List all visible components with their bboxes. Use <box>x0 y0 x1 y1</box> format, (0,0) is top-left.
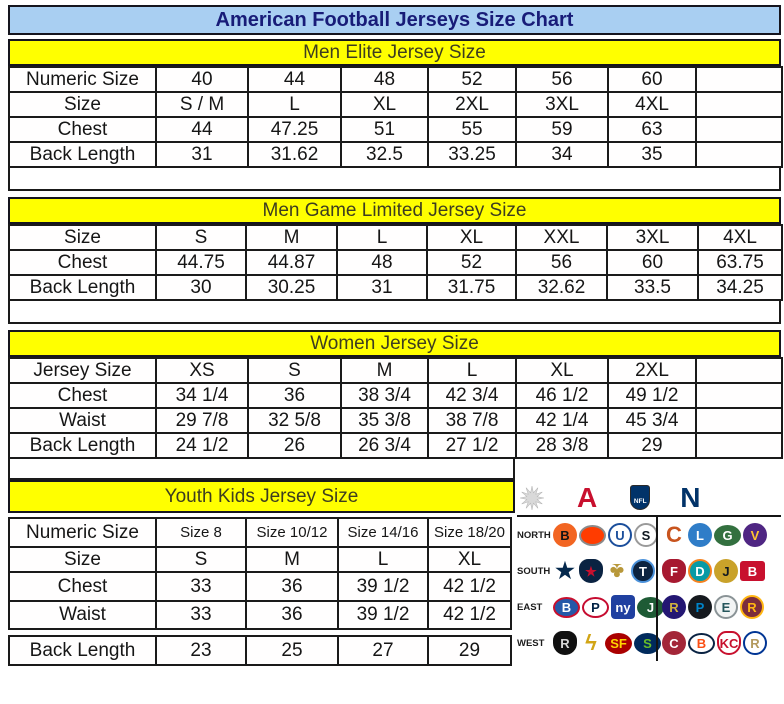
table-cell: 36 <box>246 601 338 629</box>
table-cell: 34 1/4 <box>156 383 248 408</box>
dolphins-logo: D <box>688 559 712 583</box>
table-cell: 30 <box>156 275 246 300</box>
titans-logo: T <box>631 559 655 583</box>
table-cell: 27 1/2 <box>428 433 516 458</box>
table-cell: XS <box>156 358 248 383</box>
size-table-women <box>8 357 783 459</box>
section-header-men-game-limited: Men Game Limited Jersey Size <box>8 197 781 224</box>
conference-header-row <box>517 480 781 517</box>
table-cell: 4XL <box>608 92 696 117</box>
raiders-logo: R <box>553 631 577 655</box>
afc-team-group <box>553 595 656 619</box>
table-row <box>9 518 511 547</box>
table-cell: 25 <box>246 636 338 665</box>
table-row <box>9 92 782 117</box>
table-cell: 31.62 <box>248 142 341 167</box>
table-row <box>9 433 782 458</box>
table-cell: 4XL <box>698 225 782 250</box>
table-row <box>9 250 782 275</box>
vikings-logo: V <box>743 523 767 547</box>
table-cell: L <box>337 225 427 250</box>
table-cell: 33.25 <box>428 142 516 167</box>
division-row-north <box>517 517 781 553</box>
afc-logo: A <box>577 481 597 513</box>
division-row-east <box>517 589 781 625</box>
redskins-logo: R <box>740 595 764 619</box>
table-cell: 63 <box>608 117 696 142</box>
row-label: Back Length <box>9 142 156 167</box>
division-label: NORTH <box>517 529 551 541</box>
gap-spacer <box>8 168 781 191</box>
table-cell: 51 <box>341 117 428 142</box>
jaguars-logo: J <box>714 559 738 583</box>
table-cell: L <box>338 547 428 572</box>
afc-team-group <box>553 523 656 547</box>
texans-logo: ★ <box>579 559 603 583</box>
size-chart-page <box>8 5 781 666</box>
table-cell: Size 18/20 <box>428 518 511 547</box>
bills-logo: B <box>553 597 580 618</box>
table-row <box>9 636 511 665</box>
table-cell: 33 <box>156 572 246 601</box>
packers-logo: G <box>714 525 741 546</box>
starburst-icon <box>519 485 545 511</box>
section-header-youth-kids: Youth Kids Jersey Size <box>8 480 515 513</box>
size-table-youth-kids <box>8 517 512 630</box>
table-cell: XL <box>516 358 608 383</box>
table-cell: 44.87 <box>246 250 337 275</box>
table-cell: 2XL <box>608 358 696 383</box>
table-row <box>9 275 782 300</box>
table-cell: 31.75 <box>427 275 516 300</box>
table-cell: 35 3/8 <box>341 408 428 433</box>
table-cell: M <box>246 225 337 250</box>
table-cell: L <box>248 92 341 117</box>
row-label: Size <box>9 547 156 572</box>
table-cell: 32 5/8 <box>248 408 341 433</box>
table-cell: XL <box>427 225 516 250</box>
giants-logo: ny <box>611 595 635 619</box>
nfc-team-group <box>656 589 779 625</box>
page-title: American Football Jerseys Size Chart <box>8 5 781 35</box>
table-row <box>9 142 782 167</box>
lions-logo: L <box>688 523 712 547</box>
table-cell: XL <box>428 547 511 572</box>
patriots-logo: P <box>582 597 609 618</box>
table-cell: 26 3/4 <box>341 433 428 458</box>
table-row <box>9 383 782 408</box>
table-cell: 38 3/4 <box>341 383 428 408</box>
table-cell <box>696 433 782 458</box>
row-label: Numeric Size <box>9 518 156 547</box>
table-cell: 48 <box>337 250 427 275</box>
gap-spacer <box>8 301 781 324</box>
row-label: Jersey Size <box>9 358 156 383</box>
table-cell: M <box>246 547 338 572</box>
nfl-logo-panel <box>517 480 781 661</box>
table-row <box>9 547 511 572</box>
afc-team-group <box>553 631 656 655</box>
nfc-team-group <box>656 553 779 589</box>
size-table-men-elite <box>8 66 783 168</box>
falcons-logo: F <box>662 559 686 583</box>
row-label: Numeric Size <box>9 67 156 92</box>
table-cell <box>696 92 782 117</box>
table-cell: 42 1/2 <box>428 572 511 601</box>
jets-logo: J <box>637 597 664 618</box>
table-cell: Size 8 <box>156 518 246 547</box>
table-cell: 32.62 <box>516 275 607 300</box>
table-cell: 29 <box>608 433 696 458</box>
table-row <box>9 117 782 142</box>
table-cell: 34.25 <box>698 275 782 300</box>
size-table-youth-kids <box>8 635 512 666</box>
cardinals-logo: C <box>662 631 686 655</box>
table-cell: 28 3/8 <box>516 433 608 458</box>
table-cell: 3XL <box>607 225 698 250</box>
table-cell: 35 <box>608 142 696 167</box>
table-cell: S <box>156 225 246 250</box>
table-cell: 59 <box>516 117 608 142</box>
row-label: Chest <box>9 117 156 142</box>
table-cell: 36 <box>248 383 341 408</box>
table-cell: 39 1/2 <box>338 601 428 629</box>
row-label: Chest <box>9 383 156 408</box>
table-cell: 33 <box>156 601 246 629</box>
row-label: Back Length <box>9 636 156 665</box>
table-cell: 36 <box>246 572 338 601</box>
table-row <box>9 358 782 383</box>
division-row-west <box>517 625 781 661</box>
nfc-logo: N <box>680 481 700 513</box>
nfc-team-group <box>656 517 779 553</box>
nfl-shield-logo: NFL <box>630 485 650 510</box>
table-cell: 39 1/2 <box>338 572 428 601</box>
table-cell <box>696 142 782 167</box>
row-label: Back Length <box>9 433 156 458</box>
table-cell: 45 3/4 <box>608 408 696 433</box>
division-label: EAST <box>517 601 543 613</box>
table-cell: 42 1/4 <box>516 408 608 433</box>
table-cell: 44 <box>248 67 341 92</box>
table-cell: 44.75 <box>156 250 246 275</box>
row-label: Waist <box>9 408 156 433</box>
table-cell: 60 <box>608 67 696 92</box>
table-cell: L <box>428 358 516 383</box>
division-row-south <box>517 553 781 589</box>
youth-section <box>8 480 781 666</box>
table-cell: 60 <box>607 250 698 275</box>
table-cell: XL <box>341 92 428 117</box>
table-row <box>9 601 511 629</box>
table-cell: 29 <box>428 636 511 665</box>
division-label: WEST <box>517 637 545 649</box>
panthers-logo: P <box>688 595 712 619</box>
steelers-logo: S <box>634 523 658 547</box>
row-label: Size <box>9 92 156 117</box>
table-cell: 44 <box>156 117 248 142</box>
table-row <box>9 67 782 92</box>
size-table-men-game-limited <box>8 224 783 301</box>
table-cell <box>696 117 782 142</box>
table-row <box>9 225 782 250</box>
table-cell: 56 <box>516 67 608 92</box>
table-cell: 47.25 <box>248 117 341 142</box>
table-cell: 55 <box>428 117 516 142</box>
rams-logo: R <box>743 631 767 655</box>
table-cell: 26 <box>248 433 341 458</box>
table-cell: 32.5 <box>341 142 428 167</box>
table-cell: S <box>156 547 246 572</box>
table-cell: 31 <box>337 275 427 300</box>
broncos-logo: B <box>688 633 715 654</box>
table-cell <box>696 408 782 433</box>
table-cell: 46 1/2 <box>516 383 608 408</box>
table-cell: S <box>248 358 341 383</box>
section-header-men-elite: Men Elite Jersey Size <box>8 39 781 66</box>
table-cell: 63.75 <box>698 250 782 275</box>
table-cell: 3XL <box>516 92 608 117</box>
table-cell: 49 1/2 <box>608 383 696 408</box>
colts-logo: U <box>608 523 632 547</box>
chargers-logo: ϟ <box>585 630 597 655</box>
table-cell: M <box>341 358 428 383</box>
table-cell: 56 <box>516 250 607 275</box>
eagles-logo: E <box>714 595 738 619</box>
saints-logo: ♣ <box>609 559 625 584</box>
table-cell: 48 <box>341 67 428 92</box>
table-cell: 40 <box>156 67 248 92</box>
table-cell: 31 <box>156 142 248 167</box>
table-cell: 33.5 <box>607 275 698 300</box>
division-label: SOUTH <box>517 565 551 577</box>
buccaneers-logo: B <box>740 561 765 581</box>
gap-spacer <box>8 459 515 480</box>
table-cell: 52 <box>428 67 516 92</box>
bengals-logo: B <box>553 523 577 547</box>
table-cell: 24 1/2 <box>156 433 248 458</box>
cowboys-logo: ★ <box>555 558 575 583</box>
chart-content <box>8 39 781 666</box>
row-label: Back Length <box>9 275 156 300</box>
table-cell: S / M <box>156 92 248 117</box>
table-cell <box>696 383 782 408</box>
chiefs-logo: KC <box>717 631 741 655</box>
nfc-team-group <box>656 625 779 661</box>
49ers-logo: SF <box>605 633 632 654</box>
table-cell: 34 <box>516 142 608 167</box>
table-cell: XXL <box>516 225 607 250</box>
table-cell: 42 3/4 <box>428 383 516 408</box>
table-cell <box>696 67 782 92</box>
ravens-logo: R <box>662 595 686 619</box>
afc-team-group <box>553 559 656 583</box>
table-cell: 2XL <box>428 92 516 117</box>
row-label: Chest <box>9 250 156 275</box>
bears-logo: C <box>666 522 682 547</box>
table-cell: 27 <box>338 636 428 665</box>
table-cell: Size 14/16 <box>338 518 428 547</box>
row-label: Chest <box>9 572 156 601</box>
table-cell: 29 7/8 <box>156 408 248 433</box>
table-cell: 42 1/2 <box>428 601 511 629</box>
section-header-women: Women Jersey Size <box>8 330 781 357</box>
table-cell: 30.25 <box>246 275 337 300</box>
table-cell: Size 10/12 <box>246 518 338 547</box>
row-label: Waist <box>9 601 156 629</box>
table-row <box>9 572 511 601</box>
table-cell <box>696 358 782 383</box>
table-row <box>9 408 782 433</box>
browns-logo <box>579 525 606 546</box>
row-label: Size <box>9 225 156 250</box>
table-cell: 52 <box>427 250 516 275</box>
table-cell: 23 <box>156 636 246 665</box>
seahawks-logo: S <box>634 633 661 654</box>
table-cell: 38 7/8 <box>428 408 516 433</box>
